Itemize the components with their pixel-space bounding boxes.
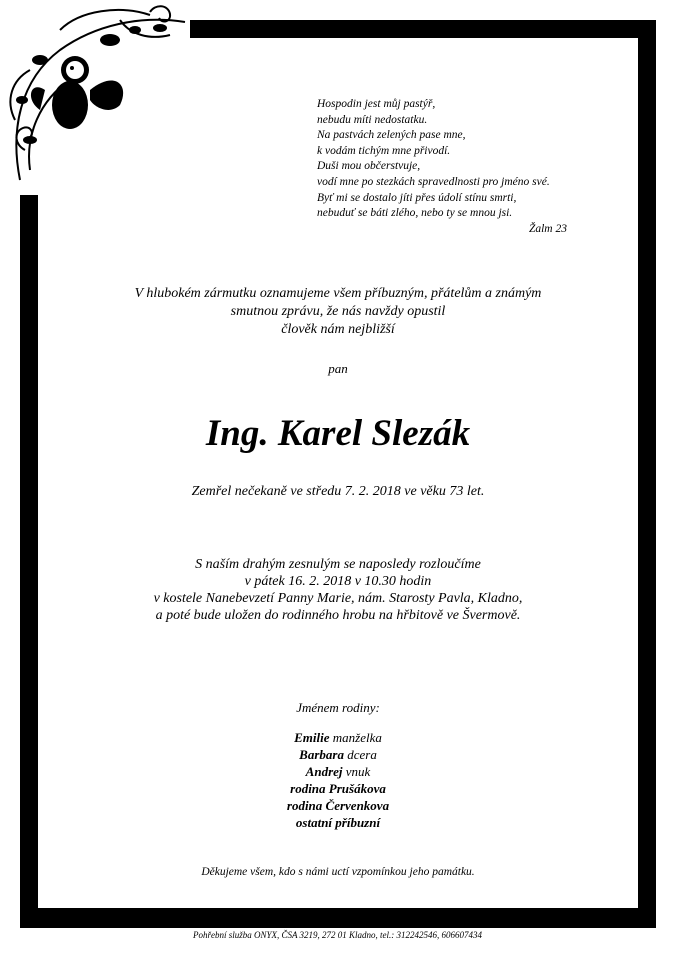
announcement-line: V hlubokém zármutku oznamujeme všem příbuzným, přátelům a známým <box>134 286 542 301</box>
member-name: rodina Červenkova <box>286 798 390 813</box>
honorific: pan <box>328 361 348 376</box>
psalm-line: nebuduť se báti zlého, nebo ty se mnou jsi. <box>317 207 513 220</box>
member-name: Andrej <box>305 764 343 779</box>
psalm-line: vodí mne po stezkách spravedlnosti pro jméno své. <box>317 175 550 188</box>
announcement-line: smutnou zprávu, že nás navždy opustil <box>230 304 446 319</box>
psalm-quote <box>317 97 607 237</box>
family-member <box>38 729 638 746</box>
funeral-line: S naším drahým zesnulým se naposledy rozloučíme <box>195 557 481 572</box>
member-relation: vnuk <box>345 764 371 779</box>
cherub-floral-ornament-icon <box>0 0 190 195</box>
family-member <box>38 746 638 763</box>
death-note: Zemřel nečekaně ve středu 7. 2. 2018 ve věku 73 let. <box>191 484 485 499</box>
psalm-line: k vodám tichým mne přivodí. <box>317 144 451 157</box>
member-name: rodina Prušákova <box>290 781 386 796</box>
deceased-name: Ing. Karel Slezák <box>205 413 471 454</box>
member-name: Barbara <box>299 747 344 762</box>
announcement-line: člověk nám nejbližší <box>281 322 395 337</box>
psalm-line: nebudu míti nedostatku. <box>317 113 428 126</box>
member-relation: dcera <box>347 747 377 762</box>
family-list <box>38 729 638 831</box>
funeral-service-footer: Pohřební služba ONYX, ČSA 3219, 272 01 Kladno, tel.: 312242546, 606607434 <box>192 930 483 940</box>
family-member <box>38 797 638 814</box>
member-relation: manželka <box>332 730 382 745</box>
family-member <box>38 780 638 797</box>
funeral-line: v pátek 16. 2. 2018 v 10.30 hodin <box>244 574 432 589</box>
member-name: ostatní příbuzní <box>295 815 381 830</box>
announcement <box>38 285 638 339</box>
psalm-line: Hospodin jest můj pastýř, <box>317 98 436 110</box>
funeral-details <box>38 556 638 624</box>
psalm-line: Na pastvách zelených pase mne, <box>317 129 466 142</box>
psalm-reference: Žalm 23 <box>528 222 567 235</box>
psalm-line: Duši mou občerstvuje, <box>317 160 421 173</box>
family-member <box>38 763 638 780</box>
member-name: Emilie <box>294 730 330 745</box>
thanks-note: Děkujeme všem, kdo s námi uctí vzpomínkou jeho památku. <box>201 866 475 878</box>
funeral-line: v kostele Nanebevzetí Panny Marie, nám. Starosty Pavla, Kladno, <box>153 591 523 606</box>
family-member <box>38 814 638 831</box>
funeral-line: a poté bude uložen do rodinného hrobu na hřbitově ve Švermově. <box>155 608 521 623</box>
psalm-line: Byť mi se dostalo jíti přes údolí stínu smrti, <box>317 191 517 204</box>
family-intro: Jménem rodiny: <box>296 700 380 715</box>
